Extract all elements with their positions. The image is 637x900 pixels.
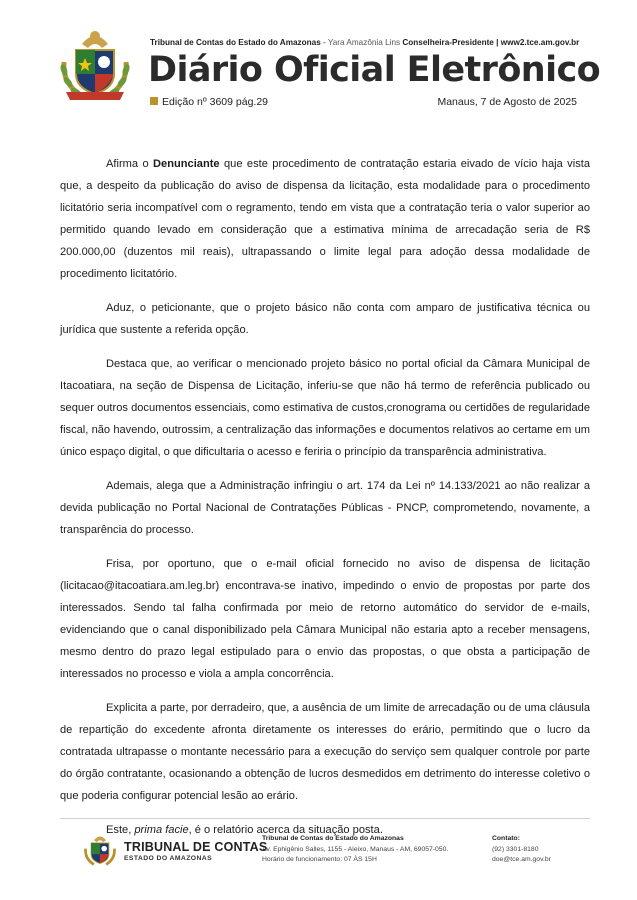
- footer-email[interactable]: doe@tce.am.gov.br: [492, 856, 551, 863]
- footer-divider: [60, 818, 590, 819]
- p7-pre: Este,: [106, 824, 135, 836]
- footer-contact-block: [492, 834, 551, 866]
- paragraph-1: [60, 153, 590, 285]
- paragraph-6: Explicita a parte, por derradeiro, que, a ausência de um limite de arrecadação ou de uma cláusula de repartição do excedente afronta diretamente os interesses do erário, permitindo que o lucro da contratada ultrapasse o montante necessário para a execução do serviço sem qualquer controle por parte do órgão contratante, ocasionando a obtenção de lucros desmedidos em detrimento do interesse coletivo o que poderia configurar potencial lesão ao erário.: [60, 702, 590, 802]
- page-header: [0, 0, 637, 120]
- paragraph-2: Aduz, o peticionante, que o projeto básico não conta com amparo de justificativa técnica ou jurídica que sustente a referida opção.: [60, 302, 590, 336]
- president-role: Conselheira-Presidente: [402, 38, 494, 47]
- footer-address: Av. Ephigênio Salles, 1155 - Aleixo, Manaus - AM, 69057-050.: [262, 845, 449, 853]
- p7-post: , é o relatório acerca da situação posta.: [188, 824, 383, 836]
- footer-hours: Horário de funcionamento: 07 ÀS 15H: [262, 856, 377, 863]
- p1-post: que este procedimento de contratação estaria eivado de vício haja vista que, a despeito da publicação do aviso de dispensa da licitação, esta modalidade para o procedimento licitatório seria incompatível com o regramento, tendo em vista que a contratação teria o valor superior ao permitido quando levado em consideração que a estimativa mínima de arrecadação seria de R$ 200.000,00 (duzentos mil reais), ultrapassando o limite legal para adoção dessa modalidade de procedimento licitatório.: [60, 158, 590, 280]
- paragraph-5: Frisa, por oportuno, que o e-mail oficial fornecido no aviso de dispensa de licitação (licitacao@itacoatiara.am.leg.br) encontrava-se inativo, impedindo o envio de propostas por parte dos interessados. Sendo tal falha confirmada por meio de retorno automático do servidor de e-mails, evidenciando que o canal disponibilizado pela Câmara Municipal não estaria apto a receber mensagens, mesmo dentro do prazo legal estipulado para o envio das propostas, o que obsta a participação de interessados no processo e viola a ampla concorrência.: [60, 558, 590, 680]
- footer-brand: TRIBUNAL DE CONTAS: [124, 840, 268, 854]
- org-name: Tribunal de Contas do Estado do Amazonas: [150, 38, 321, 47]
- document-body: [60, 153, 590, 853]
- president-name: Yara Amazônia Lins: [327, 38, 401, 47]
- site-link[interactable]: www2.tce.am.gov.br: [500, 38, 580, 47]
- footer-brand-sub: ESTADO DO AMAZONAS: [124, 855, 213, 862]
- edition-label: Edição nº 3609 pág.29: [162, 96, 269, 108]
- paragraph-4: Ademais, alega que a Administração infringiu o art. 174 da Lei nº 14.133/2021 ao não realizar a devida publicação no Portal Nacional de Contratações Públicas - PNCP, comprometendo, novamente, a transparência do processo.: [60, 480, 590, 536]
- p1-bold: Denunciante: [153, 158, 220, 170]
- footer-address-block: [262, 834, 448, 866]
- page-footer: [0, 822, 637, 892]
- footer-emblem-icon: [80, 830, 120, 870]
- edition-info: [150, 96, 268, 108]
- p7-italic: prima facie: [134, 824, 189, 836]
- issue-date: Manaus, 7 de Agosto de 2025: [437, 96, 577, 108]
- masthead-title: Diário Oficial Eletrônico: [148, 50, 601, 90]
- header-topline: Tribunal de Contas do Estado do Amazonas - Yara Amazônia Lins Conselheira-Presidente | www2.tce.am.gov.br: [150, 38, 580, 47]
- tce-emblem-icon: [52, 22, 138, 108]
- edition-square-icon: [150, 97, 158, 105]
- footer-phone[interactable]: (92) 3301-8180: [492, 845, 539, 853]
- footer-contact-title: Contato:: [492, 835, 520, 842]
- topline-separator: -: [320, 38, 328, 47]
- paragraph-3: Destaca que, ao verificar o mencionado projeto básico no portal oficial da Câmara Municipal de Itacoatiara, na seção de Dispensa de Licitação, inferiu-se que não há termo de referência publicado ou sequer outros documentos essenciais, como estimativa de custos,cronograma ou certidões de regularidade fiscal, não havendo, outrossim, a centralização das informações e documentos relativos ao certame em um único espaço digital, o que dificultaria o acesso e feriria o princípio da transparência administrativa.: [60, 358, 590, 458]
- footer-info-title: Tribunal de Contas do Estado do Amazonas: [262, 835, 404, 842]
- p1-pre: Afirma o: [106, 158, 154, 170]
